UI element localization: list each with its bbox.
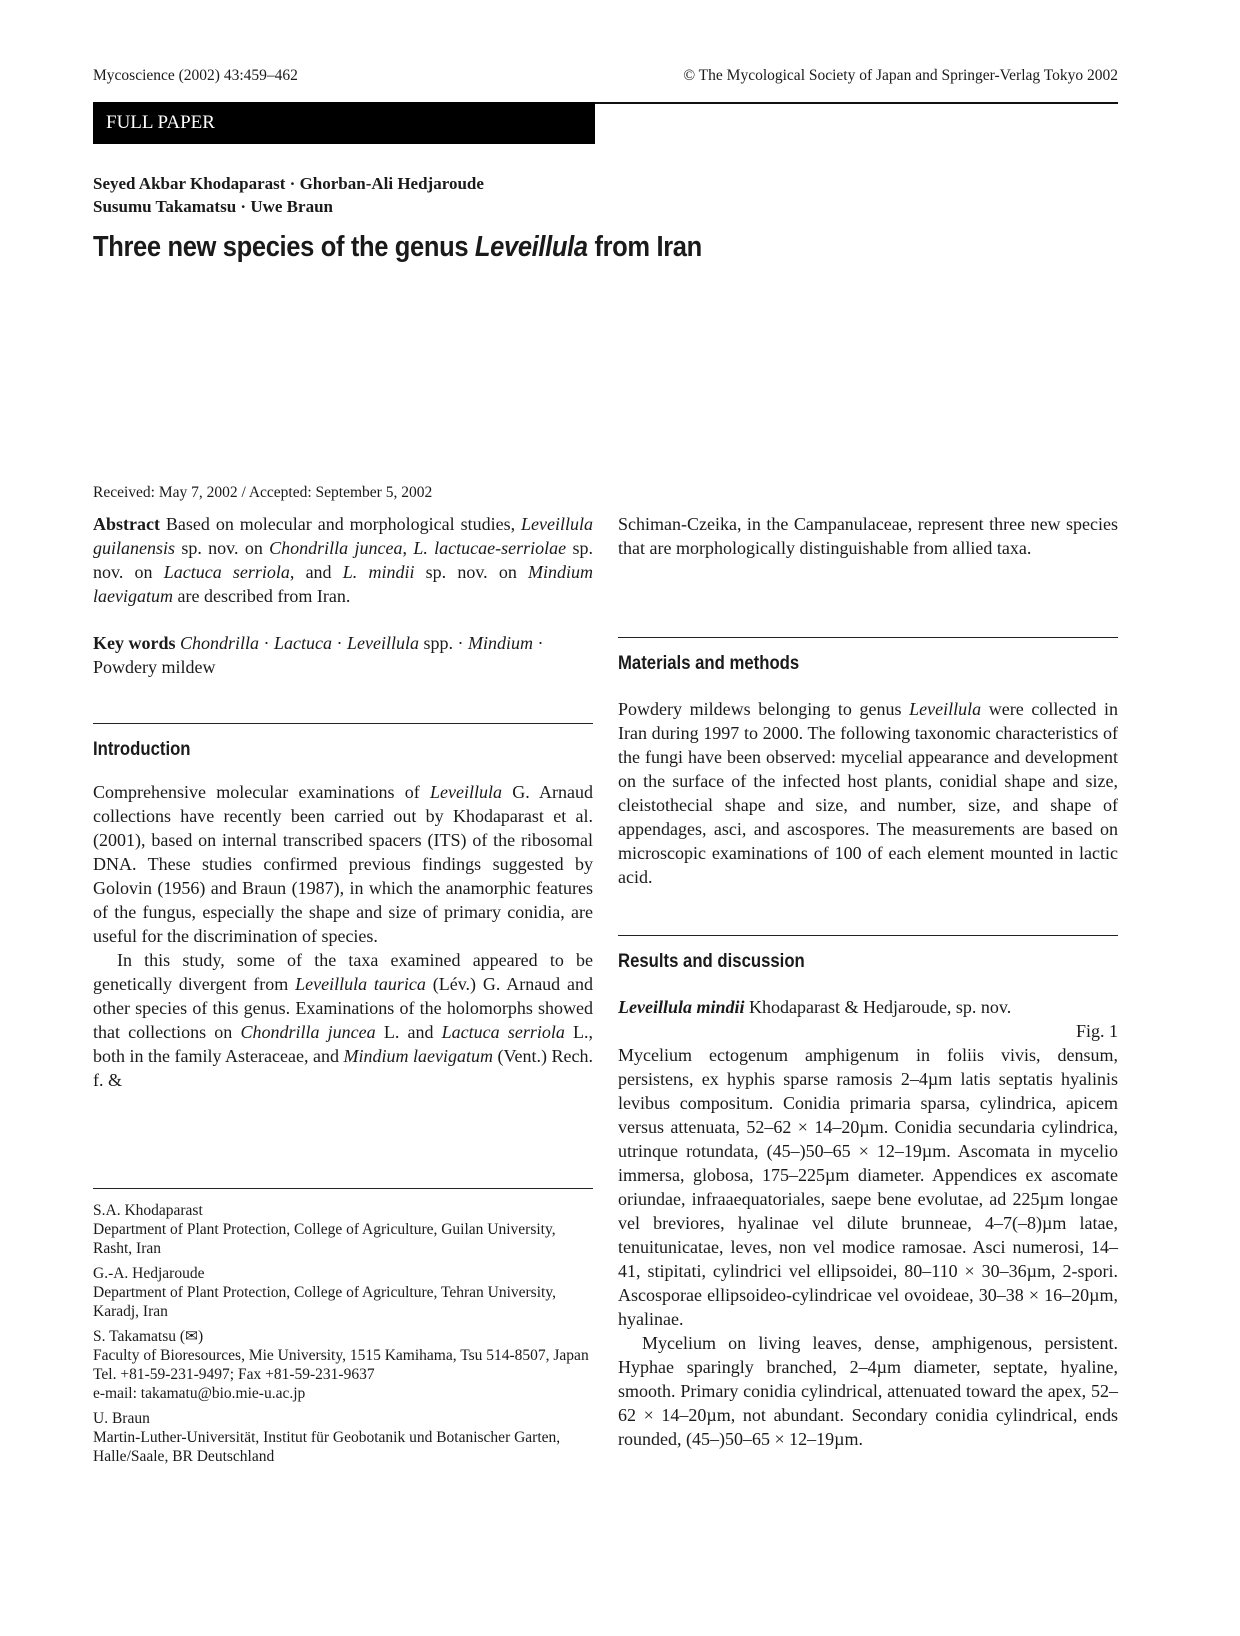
species-heading: Leveillula mindii Khodaparast & Hedjaroude, sp. nov. [618, 997, 1012, 1017]
title-text-end: from Iran [587, 231, 702, 263]
section-rule [618, 935, 1118, 936]
affiliation-name: G.-A. Hedjaroude [93, 1265, 205, 1282]
affiliation-name: S.A. Khodaparast [93, 1202, 203, 1219]
affiliation-address: Department of Plant Protection, College of Agriculture, Guilan University, Rasht, Iran [93, 1221, 556, 1257]
copyright-notice: © The Mycological Society of Japan and Springer-Verlag Tokyo 2002 [683, 67, 1118, 84]
affiliation [93, 1327, 593, 1403]
materials-body: Powdery mildews belonging to genus Leveillula were collected in Iran during 1997 to 2000. The following taxonomic characteristics of the fungi have been observed: mycelial appearance and development on the surface of the infected host plants, conidial shape and size, cleistothecial shape and size, and number, size, and shape of appendages, asci, and ascospores. The measurements are based on microscopic examinations of 100 of each element mounted in lactic acid. [618, 699, 1118, 887]
affiliation-phone: Tel. +81-59-231-9497; Fax +81-59-231-9637 [93, 1366, 375, 1383]
latin-description: Mycelium ectogenum amphigenum in foliis vivis, densum, persistens, ex hyphis sparse ramosis 2–4µm latis septatis hyalinis levibus compositum. Conidia primaria sparsa, cylindrica, apicem versus attenuata, 52–62 × 14–20µm. Conidia secundaria cylindrica, utrinque rotundata, (45–)50–65 × 12–19µm. Ascomata in mycelio immersa, globosa, 175–225µm diameter. Appendices ex ascomate oriundae, infraaequatoriales, saepe bene evolutae, ad 225µm longae vel breviores, hyalinae vel dilute brunneae, 4–7(–8)µm latae, tenuitunicatae, leves, non vel modice ramosae. Asci numerosi, 14–41, stipitati, cylindrici vel ellipsoidei, 80–110 × 30–36µm, 2-spori. Ascosporae ellipsoideo-cylindricae vel ovoideae, 30–38 × 16–20µm, hyalinae. [618, 1045, 1118, 1329]
figure-reference[interactable]: Fig. 1 [1075, 1021, 1118, 1041]
received-dates: Received: May 7, 2002 / Accepted: September 5, 2002 [93, 484, 433, 501]
species-name: Leveillula mindii [618, 997, 745, 1017]
introduction-heading: Introduction [93, 739, 191, 760]
affiliation-address: Faculty of Bioresources, Mie University, 1515 Kamihama, Tsu 514-8507, Japan [93, 1347, 589, 1364]
affiliation [93, 1201, 593, 1258]
keywords: Key words Chondrilla · Lactuca · Leveillula spp. · Mindium · Powdery mildew [93, 633, 544, 677]
article-title [93, 231, 702, 264]
introduction-continued: Schiman-Czeika, in the Campanulaceae, represent three new species that are morphologically distinguishable from allied taxa. [618, 514, 1118, 558]
title-genus: Leveillula [474, 231, 588, 263]
journal-citation: Mycoscience (2002) 43:459–462 [93, 67, 298, 84]
affiliation-address: Department of Plant Protection, College of Agriculture, Tehran University, Karadj, Iran [93, 1284, 556, 1320]
article-type-badge: FULL PAPER [93, 102, 595, 144]
authors-line-2: Susumu Takamatsu · Uwe Braun [93, 197, 333, 216]
abstract: Abstract Based on molecular and morphological studies, Leveillula guilanensis sp. nov. on Chondrilla juncea, L. lactucae-serriolae sp. nov. on Lactuca serriola, and L. mindii sp. nov. on Mindium laevigatum are described from Iran. [93, 514, 594, 606]
results-body [618, 995, 1118, 1451]
title-text: Three new species of the genus [93, 231, 475, 263]
introduction-paragraph-2: In this study, some of the taxa examined appeared to be genetically divergent from Leveillula taurica (Lév.) G. Arnaud and other species of this genus. Examinations of the holomorphs showed that collections on Chondrilla juncea L. and Lactuca serriola L., both in the family Asteraceae, and Mindium laevigatum (Vent.) Rech. f. & [93, 950, 593, 1090]
section-rule [618, 637, 1118, 638]
introduction-paragraph-1: Comprehensive molecular examinations of Leveillula G. Arnaud collections have recently been carried out by Khodaparast et al. (2001), based on internal transcribed spacers (ITS) of the ribosomal DNA. These studies confirmed previous findings suggested by Golovin (1956) and Braun (1987), in which the anamorphic features of the fungus, especially the shape and size of primary conidia, are useful for the discrimination of species. [93, 782, 593, 946]
results-heading: Results and discussion [618, 951, 805, 972]
affiliations [93, 1201, 593, 1466]
english-description: Mycelium on living leaves, dense, amphigenous, persistent. Hyphae sparingly branched, 2–4µm diameter, septate, hyaline, smooth. Primary conidia cylindrical, attenuated toward the apex, 52–62 × 14–20µm, not abundant. Secondary conidia cylindrical, ends rounded, (45–)50–65 × 12–19µm. [618, 1333, 1118, 1449]
affiliation [93, 1264, 593, 1321]
authors-line-1: Seyed Akbar Khodaparast · Ghorban-Ali Hedjaroude [93, 174, 484, 193]
affiliation-name: S. Takamatsu (✉) [93, 1328, 204, 1345]
affiliation-name: U. Braun [93, 1410, 150, 1427]
affiliation [93, 1409, 593, 1466]
abstract-label: Abstract [93, 514, 160, 534]
affiliation-address: Martin-Luther-Universität, Institut für Geobotanik und Botanischer Garten, Halle/Saale, BR Deutschland [93, 1429, 561, 1465]
section-rule [93, 723, 593, 724]
introduction-body [93, 780, 593, 1092]
affiliation-email[interactable]: e-mail: takamatu@bio.mie-u.ac.jp [93, 1385, 306, 1402]
keywords-label: Key words [93, 633, 176, 653]
materials-heading: Materials and methods [618, 653, 800, 674]
footnote-rule [93, 1188, 593, 1189]
